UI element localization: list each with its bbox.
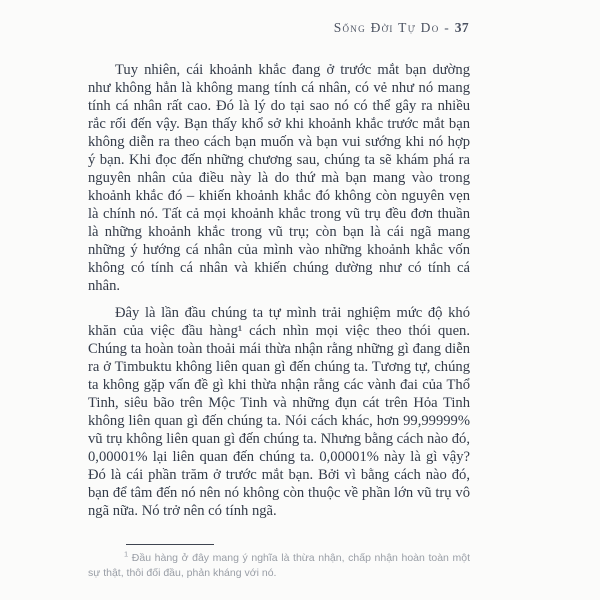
header-separator: - <box>444 20 450 35</box>
footnote-text: Đầu hàng ở đây mang ý nghĩa là thừa nhận, chấp nhận hoàn toàn một sự thật, thôi đối đầu, phản kháng với nó. <box>88 552 470 579</box>
footnote <box>88 551 470 580</box>
running-header <box>334 20 469 36</box>
paragraph-1: Tuy nhiên, cái khoảnh khắc đang ở trước mắt bạn dường như không hẳn là không mang tính cá nhân, có vẻ như nó mang tính cá nhân rất cao. Đó là lý do tại sao nó có thể gây ra nhiều rắc rối đến vậy. Bạn thấy khổ sở khi khoảnh khắc trước mắt bạn không diễn ra theo cách bạn muốn và bạn vui sướng khi nó hợp ý bạn. Khi đọc đến những chương sau, chúng ta sẽ khám phá ra nguyên nhân của điều này là do thứ mà bạn mang vào trong khoảnh khắc đó – khiến khoảnh khắc đó không còn nguyên vẹn là chính nó. Tất cả mọi khoảnh khắc trong vũ trụ đều đơn thuần là những khoảnh khắc trong vũ trụ; còn bạn là cái ngã mang những ý hướng cá nhân của mình vào những khoảnh khắc vốn không có tính cá nhân và khiến chúng dường như có tính cá nhân. <box>88 62 470 294</box>
page-number: 37 <box>454 20 469 35</box>
book-title: Sống Đời Tự Do <box>333 20 440 35</box>
footnote-divider <box>126 544 214 545</box>
paragraph-2: Đây là lần đầu chúng ta tự mình trải nghiệm mức độ khó khăn của việc đầu hàng¹ cách nhìn mọi việc theo thói quen. Chúng ta hoàn toàn thoải mái thừa nhận rằng những gì đang diễn ra ở Timbuktu không liên quan gì đến chúng ta. Tương tự, chúng ta không gặp vấn đề gì khi thừa nhận rằng các vành đai của Thổ Tinh, siêu bão trên Mộc Tinh và những đụn cát trên Hỏa Tinh không liên quan gì đến chúng ta. Nói cách khác, hơn 99,99999% vũ trụ không liên quan gì đến chúng ta. Nhưng bằng cách nào đó, 0,00001% lại liên quan đến chúng ta. 0,00001% này là gì vậy? Đó là cái phần trăm ở trước mắt bạn. Bởi vì bằng cách nào đó, bạn để tâm đến nó nên nó không còn thuộc về phần lớn vũ trụ vô ngã nữa. Nó trở nên có tính ngã. <box>88 305 470 519</box>
footnote-marker: 1 <box>124 549 129 559</box>
body-text-block <box>88 61 470 529</box>
footnote-section <box>88 544 470 580</box>
